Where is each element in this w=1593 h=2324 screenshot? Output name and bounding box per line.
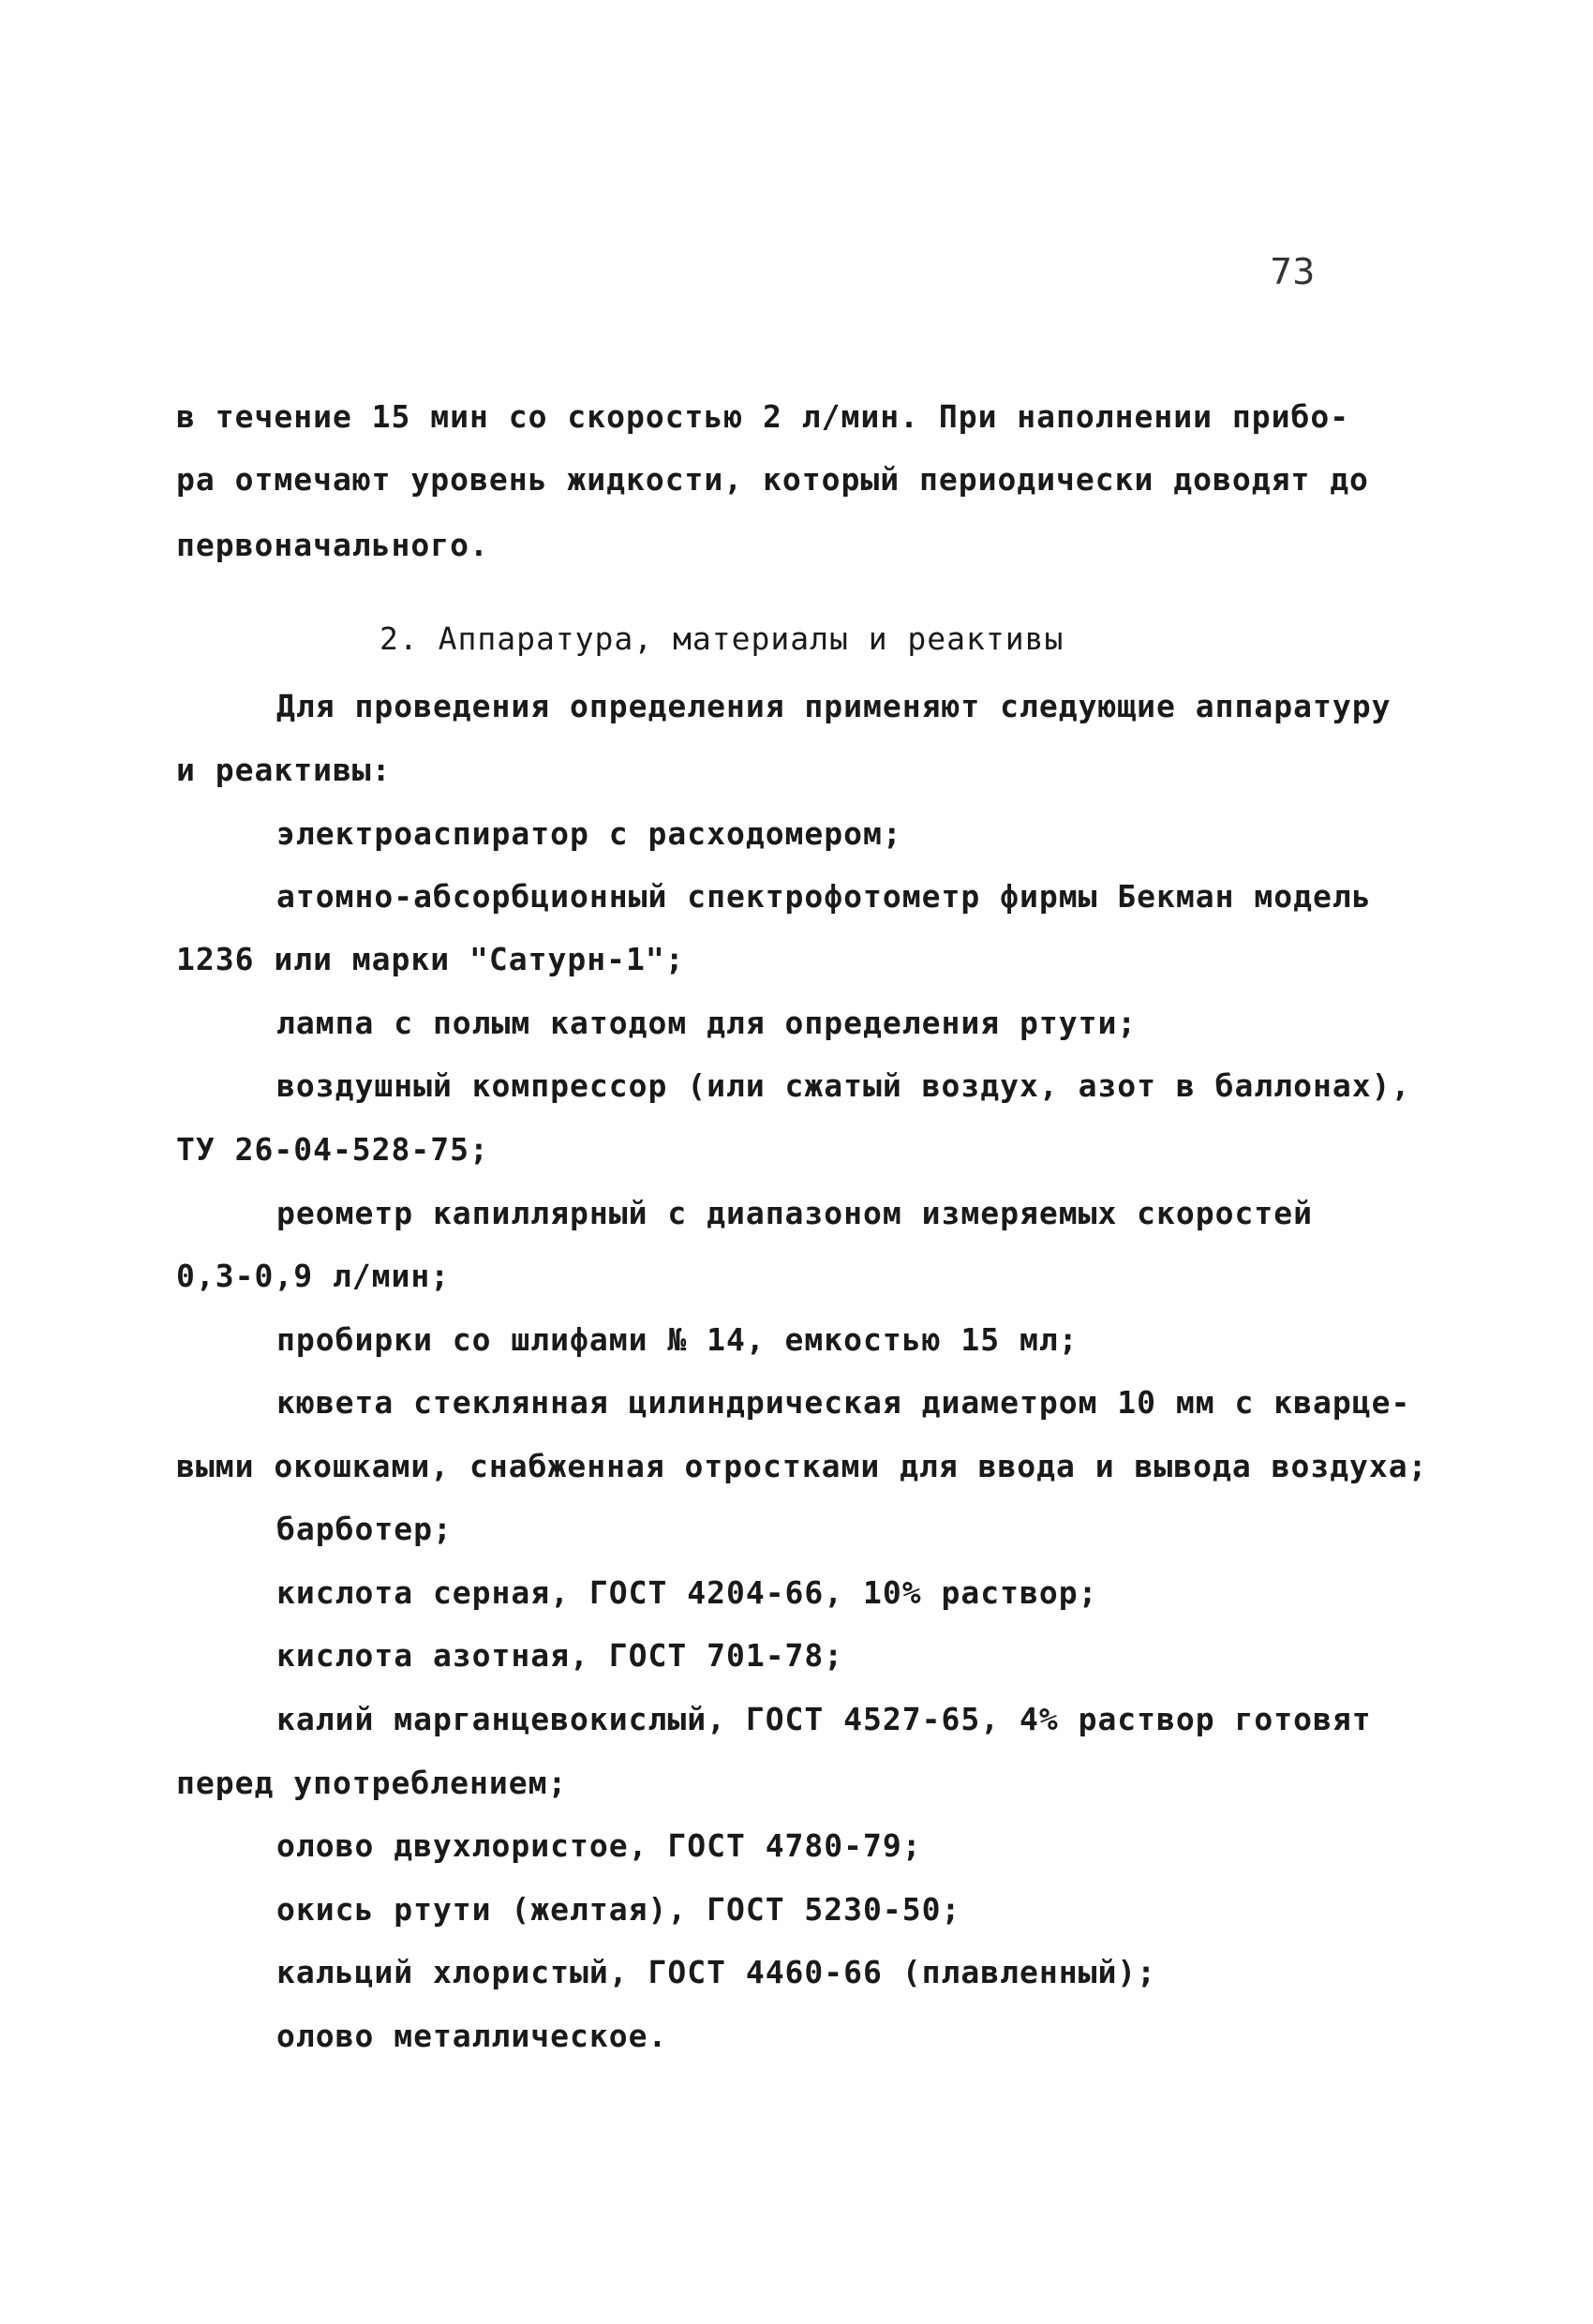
- list-item: олово двухлористое, ГОСТ 4780-79;: [276, 1827, 922, 1864]
- text-line: первоначального.: [176, 527, 489, 563]
- list-item: барботер;: [276, 1511, 453, 1547]
- list-item: кювета стеклянная цилиндрическая диаметром 10 мм с кварце-: [276, 1384, 1411, 1421]
- text-line: Для проведения определения применяют следующие аппаратуру: [276, 688, 1392, 724]
- list-item: воздушный компрессор (или сжатый воздух, азот в баллонах),: [276, 1067, 1411, 1104]
- list-item: лампа с полым катодом для определения ртути;: [276, 1005, 1138, 1041]
- list-item: атомно-абсорбционный спектрофотометр фирмы Бекман модель: [276, 878, 1372, 915]
- text-line: выми окошками, снабженная отростками для ввода и вывода воздуха;: [176, 1448, 1428, 1484]
- list-item: электроаспиратор с расходомером;: [276, 815, 902, 852]
- list-item: реометр капиллярный с диапазоном измеряемых скоростей: [276, 1195, 1313, 1231]
- list-item: кислота азотная, ГОСТ 701-78;: [276, 1637, 844, 1674]
- text-line: ра отмечают уровень жидкости, который периодически доводят до: [176, 461, 1369, 498]
- text-line: в течение 15 мин со скоростью 2 л/мин. При наполнении прибо-: [176, 398, 1350, 435]
- text-line: 0,3-0,9 л/мин;: [176, 1258, 451, 1294]
- list-item: пробирки со шлифами № 14, емкостью 15 мл;: [276, 1321, 1079, 1358]
- page-number: 73: [1270, 251, 1316, 292]
- list-item: калий марганцевокислый, ГОСТ 4527-65, 4% раствор готовят: [276, 1701, 1372, 1737]
- list-item: кальций хлористый, ГОСТ 4460-66 (плавленный);: [276, 1954, 1157, 1990]
- list-item: олово металлическое.: [276, 2018, 668, 2054]
- text-line: 1236 или марки "Сатурн-1";: [176, 941, 685, 977]
- list-item: окись ртути (желтая), ГОСТ 5230-50;: [276, 1891, 961, 1928]
- text-line: ТУ 26-04-528-75;: [176, 1131, 489, 1168]
- list-item: кислота серная, ГОСТ 4204-66, 10% раствор;: [276, 1574, 1098, 1611]
- section-heading: 2. Аппаратура, материалы и реактивы: [380, 620, 1064, 657]
- text-line: и реактивы:: [176, 752, 392, 788]
- text-line: перед употреблением;: [176, 1765, 568, 1801]
